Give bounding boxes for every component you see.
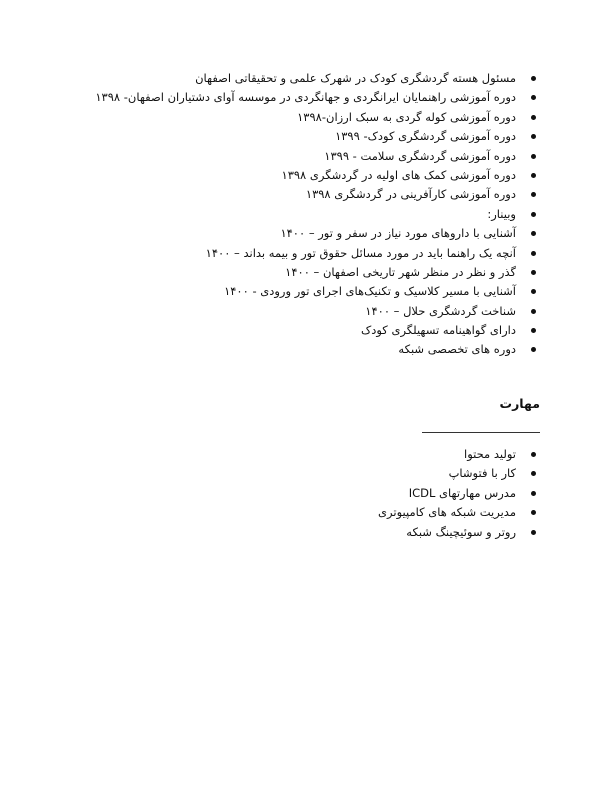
bullet-icon	[531, 212, 536, 217]
list-item-text: دارای گواهینامه تسهیلگری کودک	[360, 323, 516, 338]
courses-list	[70, 69, 540, 360]
list-item-text: دوره آموزشی کمک های اولیه در گردشگری ۱۳۹۸	[281, 167, 516, 182]
bullet-icon	[531, 491, 536, 496]
list-item-text: شناخت گردشگری حلال – ۱۴۰۰	[365, 303, 516, 318]
list-item-text: آشنایی با مسیر کلاسیک و تکنیک‌های اجرای تور ورودی - ۱۴۰۰	[224, 284, 516, 299]
list-item	[70, 282, 540, 301]
list-item	[70, 127, 540, 146]
list-item	[70, 244, 540, 263]
bullet-icon	[531, 510, 536, 515]
section-divider	[422, 432, 540, 433]
bullet-icon	[531, 530, 536, 535]
list-item-text: دوره آموزشی راهنمایان ایرانگردی و جهانگردی در موسسه آوای دشتیاران اصفهان- ۱۳۹۸	[95, 90, 516, 105]
list-item	[70, 224, 540, 243]
list-item-text: مدیریت شبکه های کامپیوتری	[378, 505, 516, 520]
bullet-icon	[531, 115, 536, 120]
list-item	[70, 185, 540, 204]
bullet-icon	[531, 270, 536, 275]
skills-heading: مهارت	[499, 396, 540, 411]
bullet-icon	[531, 192, 536, 197]
list-item-text: دوره های تخصصی شبکه	[398, 342, 516, 357]
bullet-icon	[531, 347, 536, 352]
list-item-text: وبینار:	[487, 206, 516, 221]
list-item	[70, 205, 540, 224]
bullet-icon	[531, 328, 536, 333]
bullet-icon	[531, 95, 536, 100]
list-item	[70, 340, 540, 359]
bullet-icon	[531, 289, 536, 294]
bullet-icon	[531, 231, 536, 236]
list-item	[70, 166, 540, 185]
bullet-icon	[531, 154, 536, 159]
list-item	[70, 263, 540, 282]
list-item-text: روتر و سوئیچینگ شبکه	[406, 524, 516, 539]
list-item	[70, 464, 540, 483]
list-item-text: کار با فتوشاپ	[448, 466, 516, 481]
bullet-icon	[531, 251, 536, 256]
list-item-text: مدرس مهارتهای ICDL	[408, 485, 516, 500]
bullet-icon	[531, 309, 536, 314]
bullet-icon	[531, 76, 536, 81]
list-item	[70, 147, 540, 166]
list-item	[70, 503, 540, 522]
list-item-text: تولید محتوا	[464, 447, 516, 461]
list-item	[70, 445, 540, 464]
bullet-icon	[531, 173, 536, 178]
list-item-text: مسئول هسته گردشگری کودک در شهرک علمی و تحقیقاتی اصفهان	[195, 71, 516, 85]
list-item-text: آنچه یک راهنما باید در مورد مسائل حقوق تور و بیمه بداند – ۱۴۰۰	[205, 245, 516, 260]
list-item-text: دوره آموزشی کوله گردی به سبک ارزان-۱۳۹۸	[297, 109, 516, 124]
list-item	[70, 321, 540, 340]
list-item-text: دوره آموزشی کارآفرینی در گردشگری ۱۳۹۸	[305, 187, 516, 202]
skills-list	[70, 445, 540, 542]
list-item-text: دوره آموزشی گردشگری کودک- ۱۳۹۹	[335, 129, 516, 144]
list-item	[70, 108, 540, 127]
list-item	[70, 69, 540, 88]
list-item	[70, 523, 540, 542]
list-item	[70, 88, 540, 107]
list-item	[70, 302, 540, 321]
bullet-icon	[531, 452, 536, 457]
bullet-icon	[531, 471, 536, 476]
list-item	[70, 484, 540, 503]
list-item-text: آشنایی با داروهای مورد نیاز در سفر و تور – ۱۴۰۰	[280, 226, 516, 241]
list-item-text: دوره آموزشی گردشگری سلامت - ۱۳۹۹	[324, 148, 516, 163]
list-item-text: گذر و نظر در منظر شهر تاریخی اصفهان – ۱۴۰۰	[285, 264, 516, 279]
bullet-icon	[531, 134, 536, 139]
